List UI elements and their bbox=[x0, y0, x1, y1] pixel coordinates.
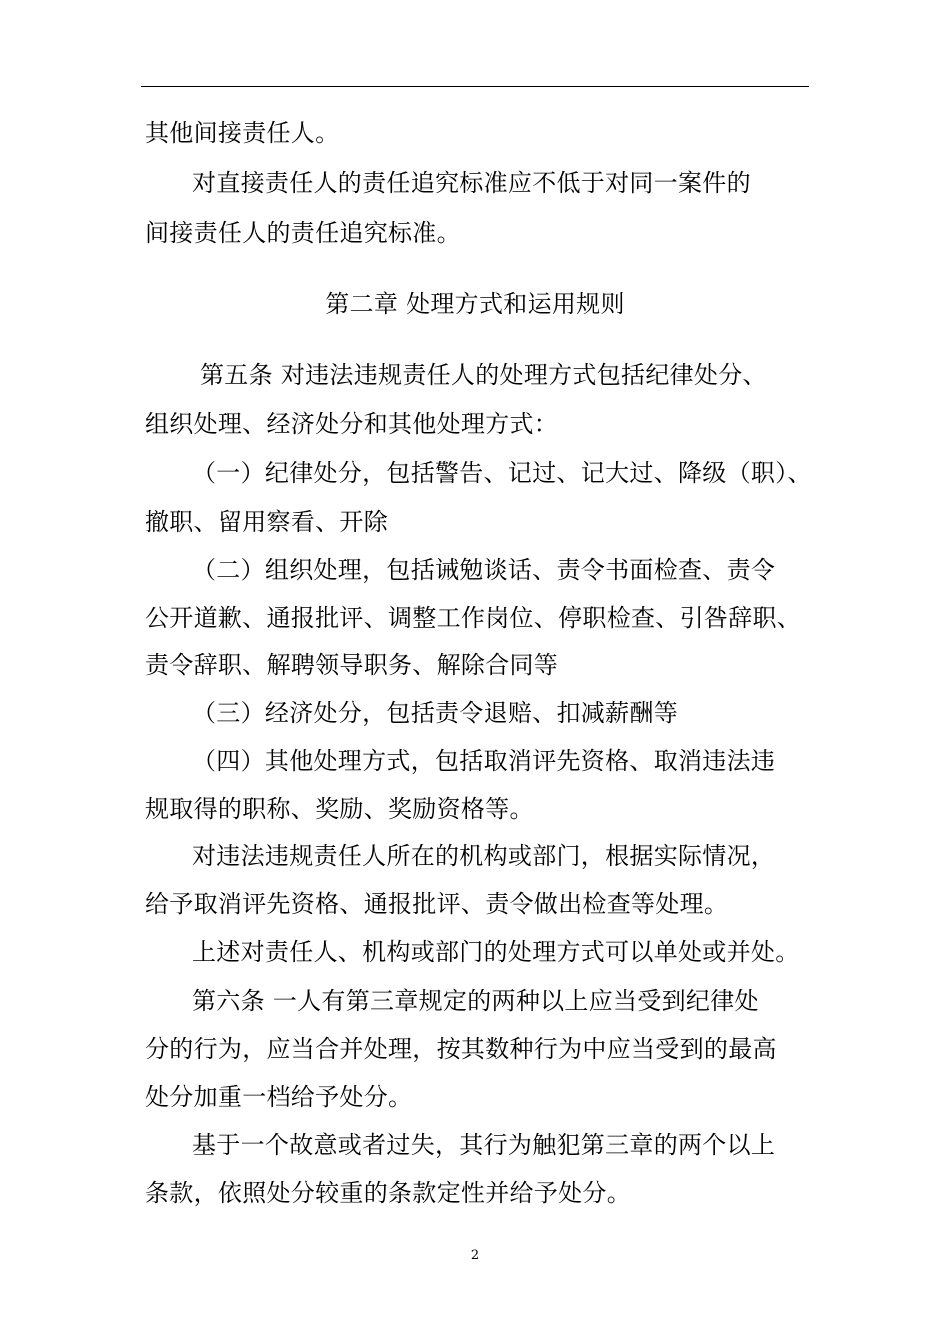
text-line: （一）纪律处分，包括警告、记过、记大过、降级（职）、 bbox=[192, 459, 812, 487]
text-line: 分的行为，应当合并处理，按其数种行为中应当受到的最高 bbox=[145, 1035, 777, 1063]
chapter-heading: 第二章 处理方式和运用规则 bbox=[325, 290, 625, 318]
text-line: 基于一个故意或者过失，其行为触犯第三章的两个以上 bbox=[192, 1131, 776, 1159]
text-line: 给予取消评先资格、通报批评、责令做出检查等处理。 bbox=[145, 890, 729, 918]
text-line: 其他间接责任人。 bbox=[145, 119, 340, 147]
text-line: 撤职、留用察看、开除 bbox=[145, 508, 388, 536]
page-number: 2 bbox=[470, 1248, 480, 1263]
text-line: 公开道歉、通报批评、调整工作岗位、停职检查、引咎辞职、 bbox=[145, 604, 802, 632]
text-line: 处分加重一档给予处分。 bbox=[145, 1083, 413, 1111]
text-line: （四）其他处理方式，包括取消评先资格、取消违法违 bbox=[192, 747, 776, 775]
text-line: 条款，依照处分较重的条款定性并给予处分。 bbox=[145, 1179, 631, 1207]
text-line: （三）经济处分，包括责令退赔、扣减薪酬等 bbox=[192, 699, 678, 727]
article-heading-line: 第五条 对违法违规责任人的处理方式包括纪律处分、 bbox=[200, 361, 767, 389]
header-rule bbox=[141, 86, 809, 87]
text-line: 规取得的职称、奖励、奖励资格等。 bbox=[145, 795, 534, 823]
text-line: 对直接责任人的责任追究标准应不低于对同一案件的 bbox=[192, 169, 751, 197]
article-heading-line: 第六条 一人有第三章规定的两种以上应当受到纪律处 bbox=[192, 987, 759, 1015]
text-line: 组织处理、经济处分和其他处理方式： bbox=[145, 410, 559, 438]
text-line: 责令辞职、解聘领导职务、解除合同等 bbox=[145, 651, 559, 679]
text-line: （二）组织处理，包括诫勉谈话、责令书面检查、责令 bbox=[192, 556, 776, 584]
text-line: 对违法违规责任人所在的机构或部门，根据实际情况， bbox=[192, 842, 776, 870]
text-line: 上述对责任人、机构或部门的处理方式可以单处或并处。 bbox=[192, 938, 800, 966]
text-line: 间接责任人的责任追究标准。 bbox=[145, 219, 461, 247]
